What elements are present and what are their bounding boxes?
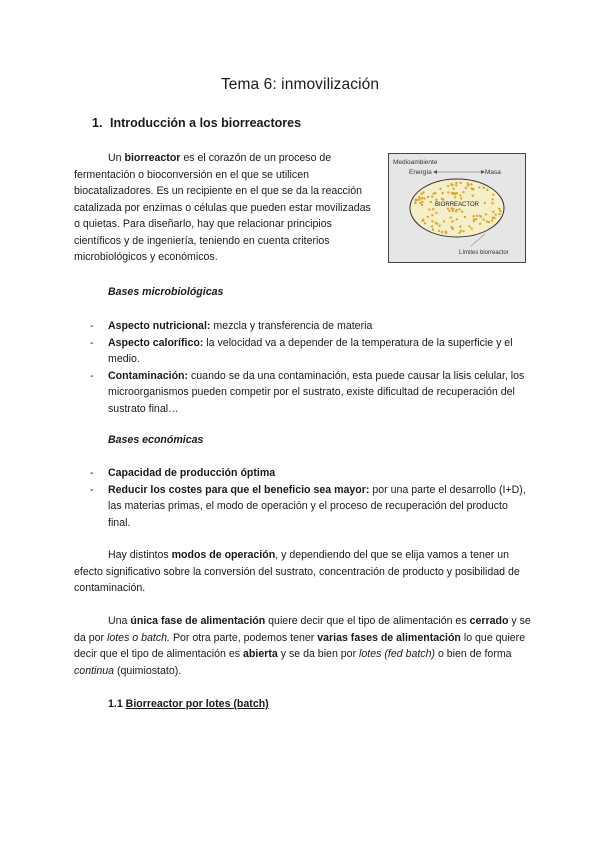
para-text: quiere decir que el tipo de alimentación es [265,615,470,627]
cell-dot [452,210,454,212]
cell-dot [419,202,421,204]
cell-dot [478,186,480,188]
reactor-label: BIORREACTOR [435,202,479,208]
item-bold: Reducir los costes para que el beneficio sea mayor: [108,483,370,496]
list-item: - Aspecto calorífico: la velocidad va a depender de la temperatura de la superficie y el medio. [90,336,513,365]
cell-dot [458,232,460,234]
cell-dot [455,182,457,184]
item-text: mezcla y transferencia de materia [210,320,373,332]
cell-dot [453,193,455,195]
cell-dot [431,195,433,197]
cell-dot [479,215,481,217]
cell-dot [486,189,488,191]
cell-dot [423,197,425,199]
bases-eco-heading: Bases económicas [108,434,204,446]
list-item: - Contaminación: cuando se da una contaminación, esta puede causar la lisis celular, los microorganismos pueden competir por el sustrato, existe dificultad de recuperación del sustrato final… [90,369,525,415]
subsection-number: 1.1 [108,698,126,710]
para-text: Por otra parte, podemos tener [170,631,318,644]
para-text: y se da bien por [277,648,360,660]
cell-dot [472,195,474,197]
para-text: y se da por [74,615,531,644]
page-title: Tema 6: inmovilización [220,76,380,93]
para-bold: abierta [243,648,278,660]
cell-dot [462,191,464,193]
cell-dot [462,230,464,232]
intro-bold-biorreactor: biorreactor [124,152,181,164]
bioreactor-diagram-svg [389,154,525,262]
para-bold: modos de operación [171,549,276,561]
cell-dot [420,197,422,199]
cell-dot [471,228,473,230]
cell-dot [435,212,437,214]
cell-dot [472,188,474,190]
cell-dot [447,185,449,187]
cell-dot [459,194,461,196]
cell-dot [483,187,485,189]
boundary-label: Límites biorreactor [459,250,509,256]
feeding-paragraph [74,613,534,679]
item-text: por una parte el desarrollo (I+D), las materias primas, el modo de operación y el proceso de recuperación del producto final. [108,483,526,529]
para-bold: varias fases de alimentación [317,631,461,644]
intro-text-1: Un [108,152,125,164]
cell-dot [472,215,474,217]
item-text: la velocidad va a depender de la temperatura de la superficie y el medio. [108,336,513,365]
cell-dot [488,221,490,223]
cell-dot [448,210,450,212]
cell-dot [492,216,494,218]
cell-dot [492,198,494,200]
bases-micro-list [90,318,530,417]
list-item: - Capacidad de producción óptima [90,467,276,479]
cell-dot [427,196,429,198]
bioreactor-diagram [388,153,526,263]
cell-dot [435,199,437,201]
cell-dot [414,202,416,204]
section-number: 1. [92,116,103,130]
cell-dot [456,218,458,220]
cell-dot [479,223,481,225]
cell-dot [422,219,424,221]
cell-dot [415,199,417,201]
cell-dot [470,183,472,185]
bases-micro-heading: Bases microbiológicas [108,286,224,298]
cell-dot [452,208,454,210]
para-italic: continua [74,664,115,677]
para-italic: lotes o batch. [106,631,170,644]
cell-dot [452,188,454,190]
cell-dot [431,214,433,216]
cell-dot [422,191,424,193]
cell-dot [450,216,452,218]
cell-dot [458,208,460,210]
cell-dot [484,202,486,204]
cell-dot [460,182,462,184]
cell-dot [443,220,445,222]
item-text: cuando se da una contaminación, esta puede causar la lisis celular, los microorganismos pueden competir por el sustrato, existe dificultad de recuperación del sustrato final… [108,369,525,415]
cell-dot [432,228,434,230]
reactor-ellipse [410,179,504,237]
cell-dot [438,230,440,232]
cell-dot [418,199,420,201]
cell-dot [431,220,433,222]
cell-dot [498,213,500,215]
cell-dot [473,218,475,220]
env-label: Medioambiente [393,159,438,166]
para-text: lo que quiere decir que el tipo de alimentación es [74,631,526,660]
cell-dot [439,225,441,227]
cell-dot [421,201,423,203]
cell-dot [421,204,423,206]
para-bold: única fase de alimentación [130,615,266,627]
list-item: - Aspecto nutricional: mezcla y transferencia de materia [90,320,373,332]
cell-dot [460,197,462,199]
list-item: - Reducir los costes para que el beneficio sea mayor: por una parte el desarrollo (I+D), las materias primas, el modo de operación y el proceso de recuperación del producto final. [90,483,526,529]
cell-dot [495,214,497,216]
cell-dot [451,227,453,229]
item-bold: Contaminación: [108,369,189,382]
cell-dot [491,202,493,204]
cell-dot [483,218,485,220]
cell-dot [492,194,494,196]
para-bold: cerrado [469,615,509,627]
cell-dot [456,209,458,211]
cell-dot [439,188,441,190]
cell-dot [461,211,463,213]
cell-dot [486,220,488,222]
section-title: Introducción a los biorreactores [110,116,302,130]
cell-dot [466,182,468,184]
modes-paragraph [74,547,534,597]
bases-eco-list [90,465,530,531]
item-bold: Capacidad de producción óptima [108,467,276,479]
cell-dot [476,215,478,217]
cell-dot [441,198,443,200]
cell-dot [431,225,433,227]
cell-dot [451,220,453,222]
cell-dot [454,196,456,198]
arrow-head-left [433,170,437,174]
mass-label: Masa [485,169,501,176]
cell-dot [418,196,420,198]
cell-dot [468,225,470,227]
intro-paragraph [74,150,374,266]
cell-dot [428,208,430,210]
cell-dot [460,230,462,232]
cell-dot [499,210,501,212]
cell-dot [464,216,466,218]
cell-dot [485,213,487,215]
section-heading [92,116,301,130]
cell-dot [445,231,447,233]
cell-dot [441,231,443,233]
para-italic: lotes (fed batch) [359,648,436,660]
cell-dot [430,201,432,203]
cell-dot [465,187,467,189]
cell-dot [492,211,494,213]
cell-dot [442,192,444,194]
cell-dot [427,216,429,218]
cell-dot [498,208,500,210]
cell-dot [455,184,457,186]
para-text: Una [108,615,131,627]
subsection-heading [108,698,269,710]
cell-dot [424,222,426,224]
para-text: o bien de forma [435,648,512,660]
cell-dot [432,208,434,210]
intro-text-2: es el corazón de un proceso de fermentación o bioconversión en el que se utilicen biocatalizadores. Es un recipiente en el que se da la reacción catalizada por enzimas o células que pueden estar movilizadas o quietas. Para diseñarlo, hay que relacionar principios científicos y de ingeniería, teniendo en cuenta criterios microbiológicos y económicos. [74,152,371,263]
cell-dot [475,218,477,220]
para-text: (quimiostato). [114,664,182,677]
cell-dot [435,222,437,224]
energy-label: Energía [409,169,432,176]
item-bold: Aspecto calorífico: [108,336,204,349]
para-text: Hay distintos [108,549,172,561]
item-bold: Aspecto nutricional: [108,320,211,332]
cell-dot [447,191,449,193]
cell-dot [450,184,452,186]
subsection-title: Biorreactor por lotes (batch) [125,698,269,710]
cell-dot [491,219,493,221]
cell-dot [467,184,469,186]
para-text: , y dependiendo del que se elija vamos a tener un efecto significativo sobre la conversión del sustrato, concentración de producto y posibilidad de contaminación. [74,549,520,594]
cell-dot [433,192,435,194]
cell-dot [459,225,461,227]
